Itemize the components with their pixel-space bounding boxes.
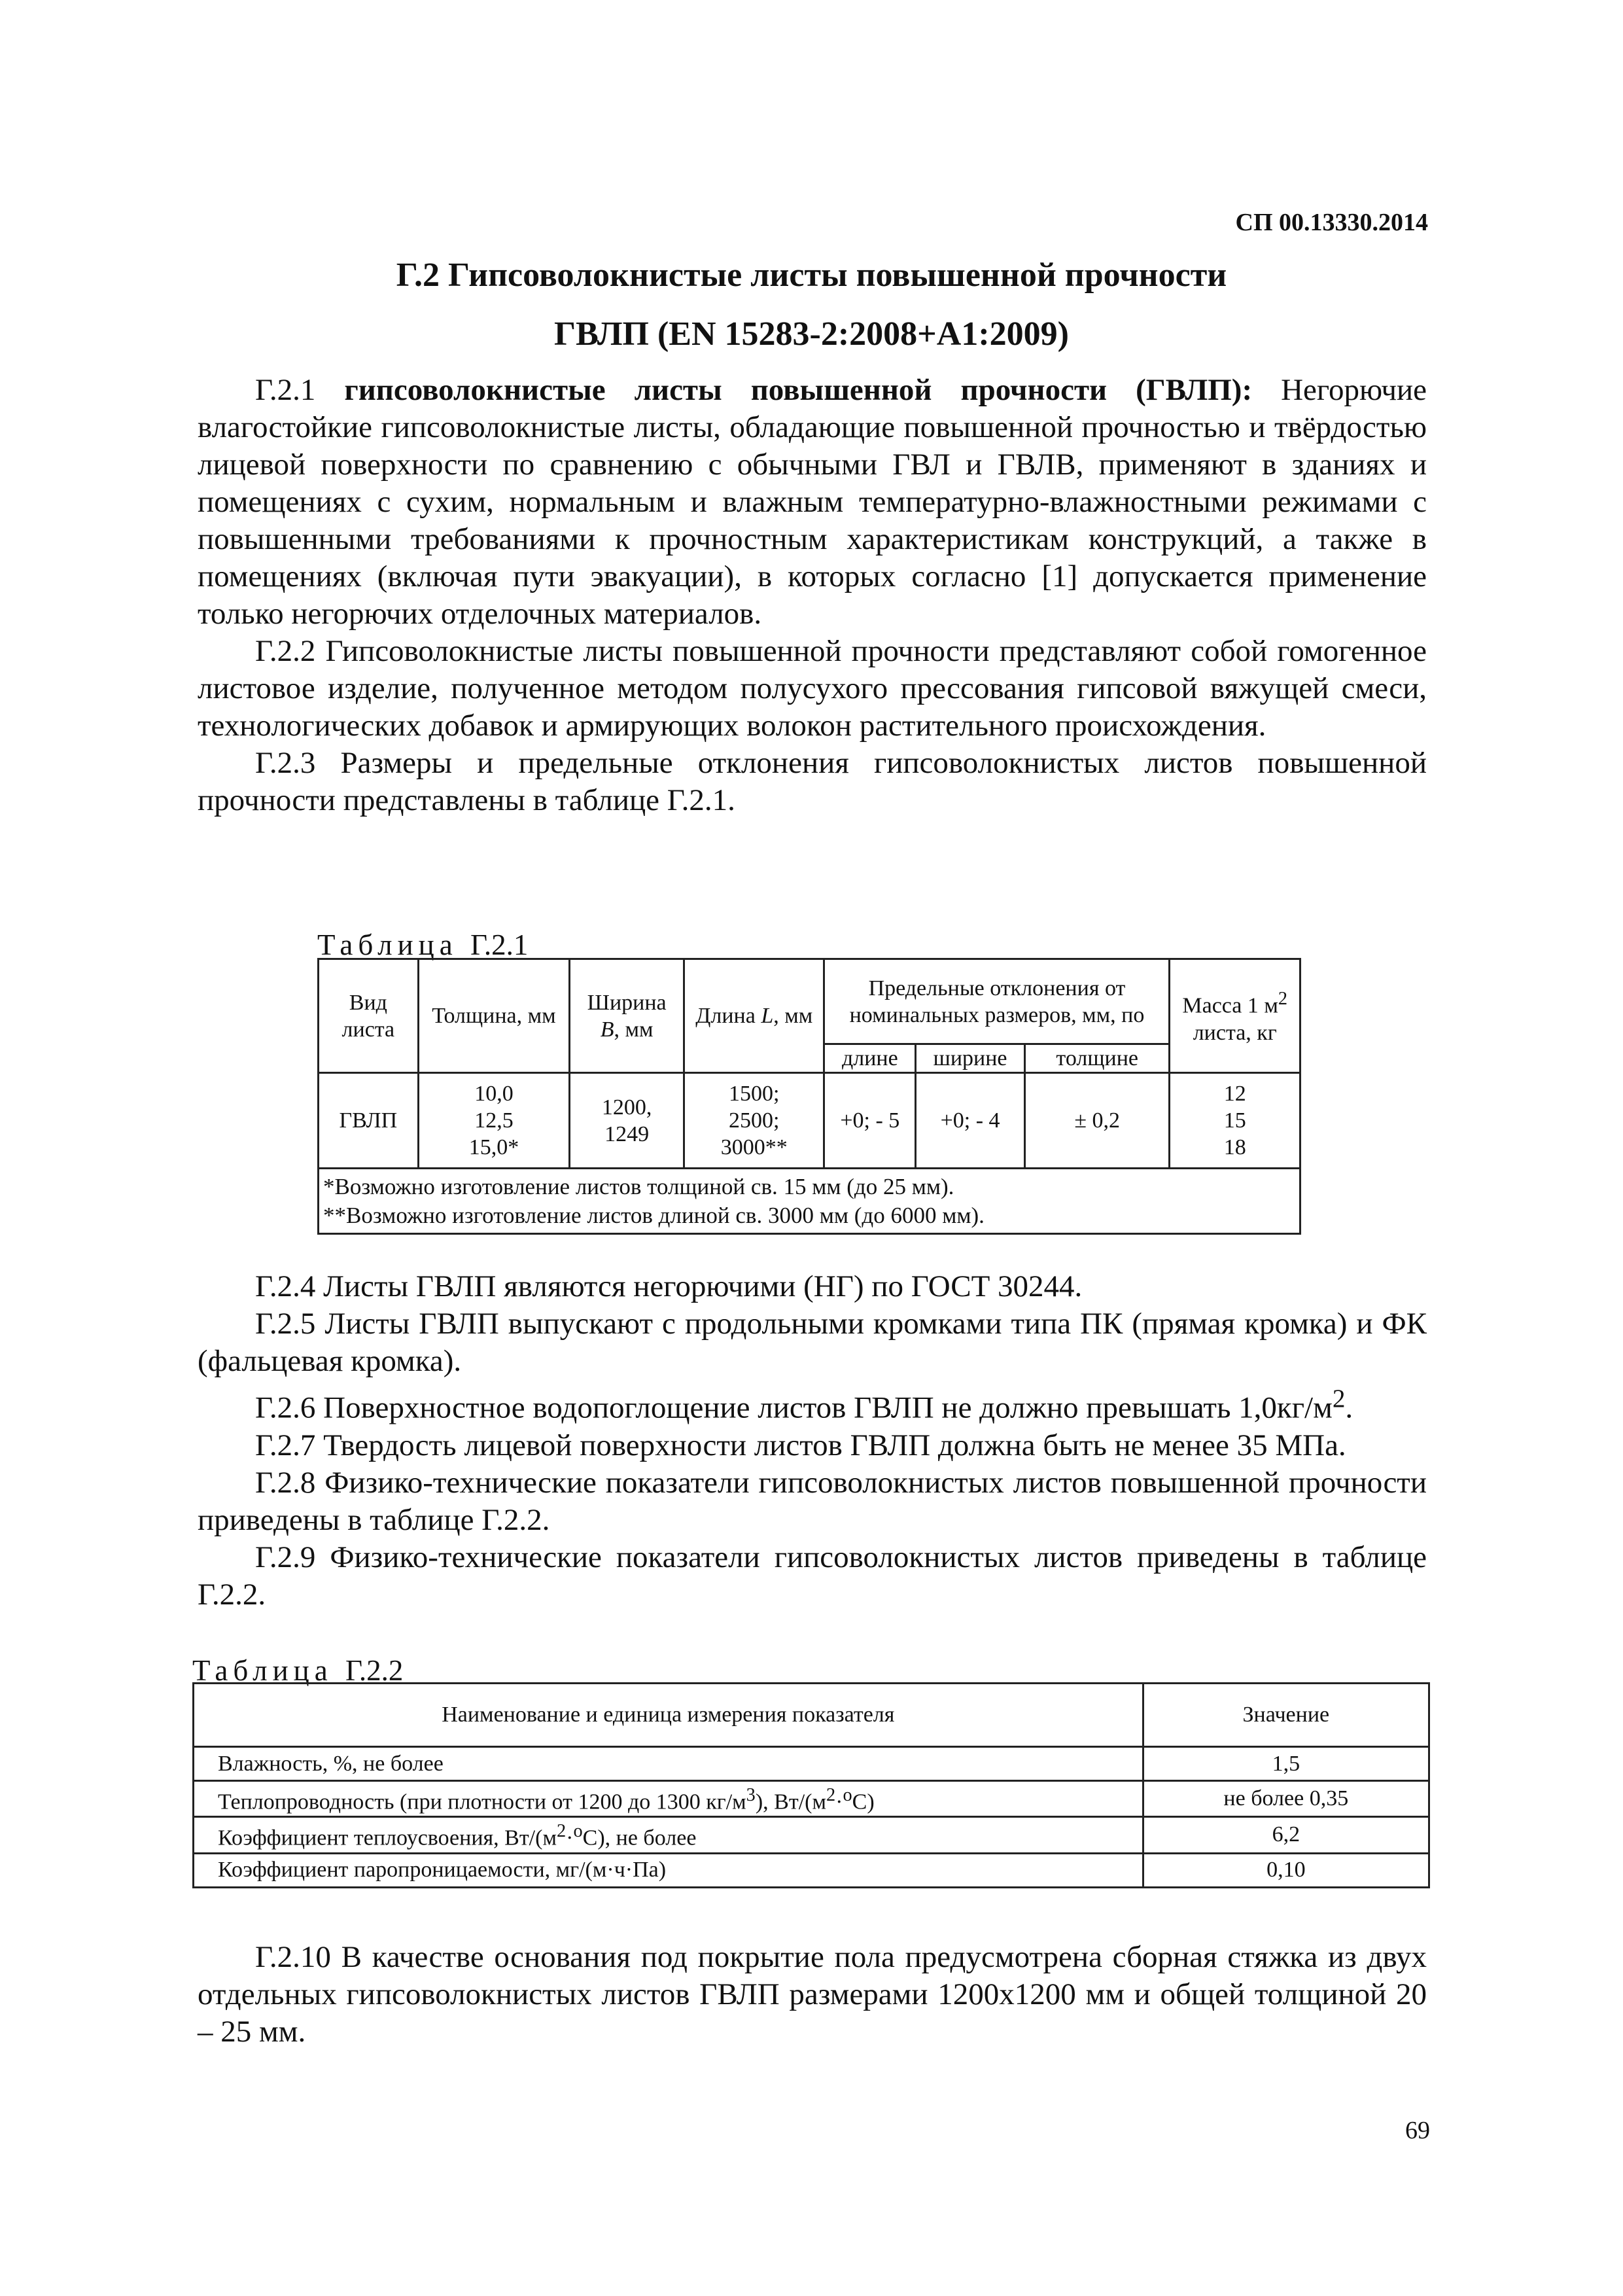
note-length: **Возможно изготовление листов длиной св. 3000 мм (до 6000 мм).	[323, 1202, 985, 1228]
cell-indicator-value: 0,10	[1143, 1853, 1429, 1887]
cell-thickness: 10,0 12,5 15,0*	[418, 1073, 570, 1169]
cell-dev-thickness: ± 0,2	[1024, 1073, 1170, 1169]
cell-indicator-name: Влажность, %, не более	[194, 1747, 1143, 1781]
cell-width: 1200, 1249	[570, 1073, 684, 1169]
paragraph-g2-4: Г.2.4 Листы ГВЛП являются негорючими (НГ) по ГОСТ 30244.	[255, 1269, 1083, 1303]
table-row	[319, 1073, 1300, 1169]
table-row	[194, 1817, 1429, 1853]
paragraph-g2-6: Г.2.6 Поверхностное водопоглощение листов ГВЛП не должно превышать $1,0кг/м^2$.	[255, 1385, 1353, 1425]
header-deviations: Предельные отклонения от номинальных размеров, мм, по	[824, 959, 1170, 1044]
cell-indicator-value: не более 0,35	[1143, 1781, 1429, 1817]
header-value: Значение	[1143, 1684, 1429, 1747]
table-dimensions	[317, 958, 1301, 1235]
text-block-intro	[198, 372, 1427, 819]
cell-indicator-value: 6,2	[1143, 1817, 1429, 1853]
table1-caption: Таблица Г.2.1	[317, 928, 529, 961]
paragraph-g2-3: Г.2.3 Размеры и предельные отклонения гипсоволокнистых листов повышенной прочности представлены в таблице Г.2.1.	[198, 746, 1427, 817]
paragraph-g2-8: Г.2.8 Физико-технические показатели гипсоволокнистых листов повышенной прочности приведены в таблице Г.2.2.	[198, 1465, 1427, 1537]
header-width: Ширина B, мм	[570, 959, 684, 1073]
cell-length: 1500; 2500; 3000**	[684, 1073, 824, 1169]
section-subtitle: ГВЛП (EN 15283-2:2008+А1:2009)	[554, 315, 1069, 353]
cell-dev-width: +0; - 4	[916, 1073, 1025, 1169]
paragraph-g2-2: Г.2.2 Гипсоволокнистые листы повышенной прочности представляют собой гомогенное листовое изделие, полученное методом полусухого прессования гипсовой вяжущей смеси, технологических добавок и армирующих волокон растительного происхождения.	[198, 634, 1427, 743]
text-block-middle	[198, 1268, 1427, 1614]
header-dev-length: длине	[824, 1044, 916, 1073]
term-definition: гипсоволокнистые листы повышенной прочности (ГВЛП):	[344, 373, 1253, 407]
header-mass: Масса 1 $м^2$ листа, кг	[1170, 959, 1300, 1073]
note-thickness: *Возможно изготовление листов толщиной св. 15 мм (до 25 мм).	[323, 1173, 954, 1199]
cell-indicator-name: Теплопроводность (при плотности от 1200 до 1300 $кг/м^3$), $Вт/(м^2\cdot^оС)$	[194, 1781, 1143, 1817]
paragraph-g2-5: Г.2.5 Листы ГВЛП выпускают с продольными кромками типа ПК (прямая кромка) и ФК (фальцевая кромка).	[198, 1307, 1427, 1378]
header-indicator-name: Наименование и единица измерения показателя	[194, 1684, 1143, 1747]
table-row	[194, 1781, 1429, 1817]
table-row	[194, 1853, 1429, 1887]
paragraph-g2-9: Г.2.9 Физико-технические показатели гипсоволокнистых листов приведены в таблице Г.2.2.	[198, 1540, 1427, 1612]
header-dev-thickness: толщине	[1024, 1044, 1170, 1073]
section-title: Г.2 Гипсоволокнистые листы повышенной прочности	[396, 256, 1227, 294]
cell-mass: 12 15 18	[1170, 1073, 1300, 1169]
table-row	[194, 1747, 1429, 1781]
paragraph-g2-10: Г.2.10 В качестве основания под покрытие пола предусмотрена сборная стяжка из двух отдельных гипсоволокнистых листов ГВЛП размерами 1200х1200 мм и общей толщиной 20 – 25 мм.	[198, 1940, 1427, 2049]
page-number: 69	[1405, 2117, 1430, 2144]
cell-indicator-name: Коэффициент теплоусвоения, $Вт/(м^2\cdot^оС)$, не более	[194, 1817, 1143, 1853]
cell-dev-length: +0; - 5	[824, 1073, 916, 1169]
header-sheet-type: Вид листа	[319, 959, 419, 1073]
cell-type: ГВЛП	[319, 1073, 419, 1169]
header-length: Длина L, мм	[684, 959, 824, 1073]
document-code: СП 00.13330.2014	[1235, 209, 1428, 236]
header-thickness: Толщина, мм	[418, 959, 570, 1073]
cell-indicator-value: 1,5	[1143, 1747, 1429, 1781]
header-dev-width: ширине	[916, 1044, 1025, 1073]
table-properties	[192, 1682, 1430, 1888]
table2-caption: Таблица Г.2.2	[192, 1654, 404, 1687]
table-notes	[319, 1169, 1300, 1234]
paragraph-g2-1: Г.2.1 гипсоволокнистые листы повышенной прочности (ГВЛП): Негорючие влагостойкие гипсоволокнистые листы, обладающие повышенной прочностью и твёрдостью лицевой поверхности по сравнению с обычными ГВЛ и ГВЛВ, применяют в зданиях и помещениях с сухим, нормальным и влажным температурно-влажностными режимами с повышенными требованиями к прочностным характеристикам конструкций, а также в помещениях (включая пути эвакуации), в которых согласно [1] допускается применение только негорючих отделочных материалов.	[198, 373, 1427, 631]
paragraph-g2-7: Г.2.7 Твердость лицевой поверхности листов ГВЛП должна быть не менее 35 МПа.	[255, 1428, 1346, 1462]
cell-indicator-name: Коэффициент паропроницаемости, мг/(м·ч·Па)	[194, 1853, 1143, 1887]
text-block-final	[198, 1939, 1427, 2051]
